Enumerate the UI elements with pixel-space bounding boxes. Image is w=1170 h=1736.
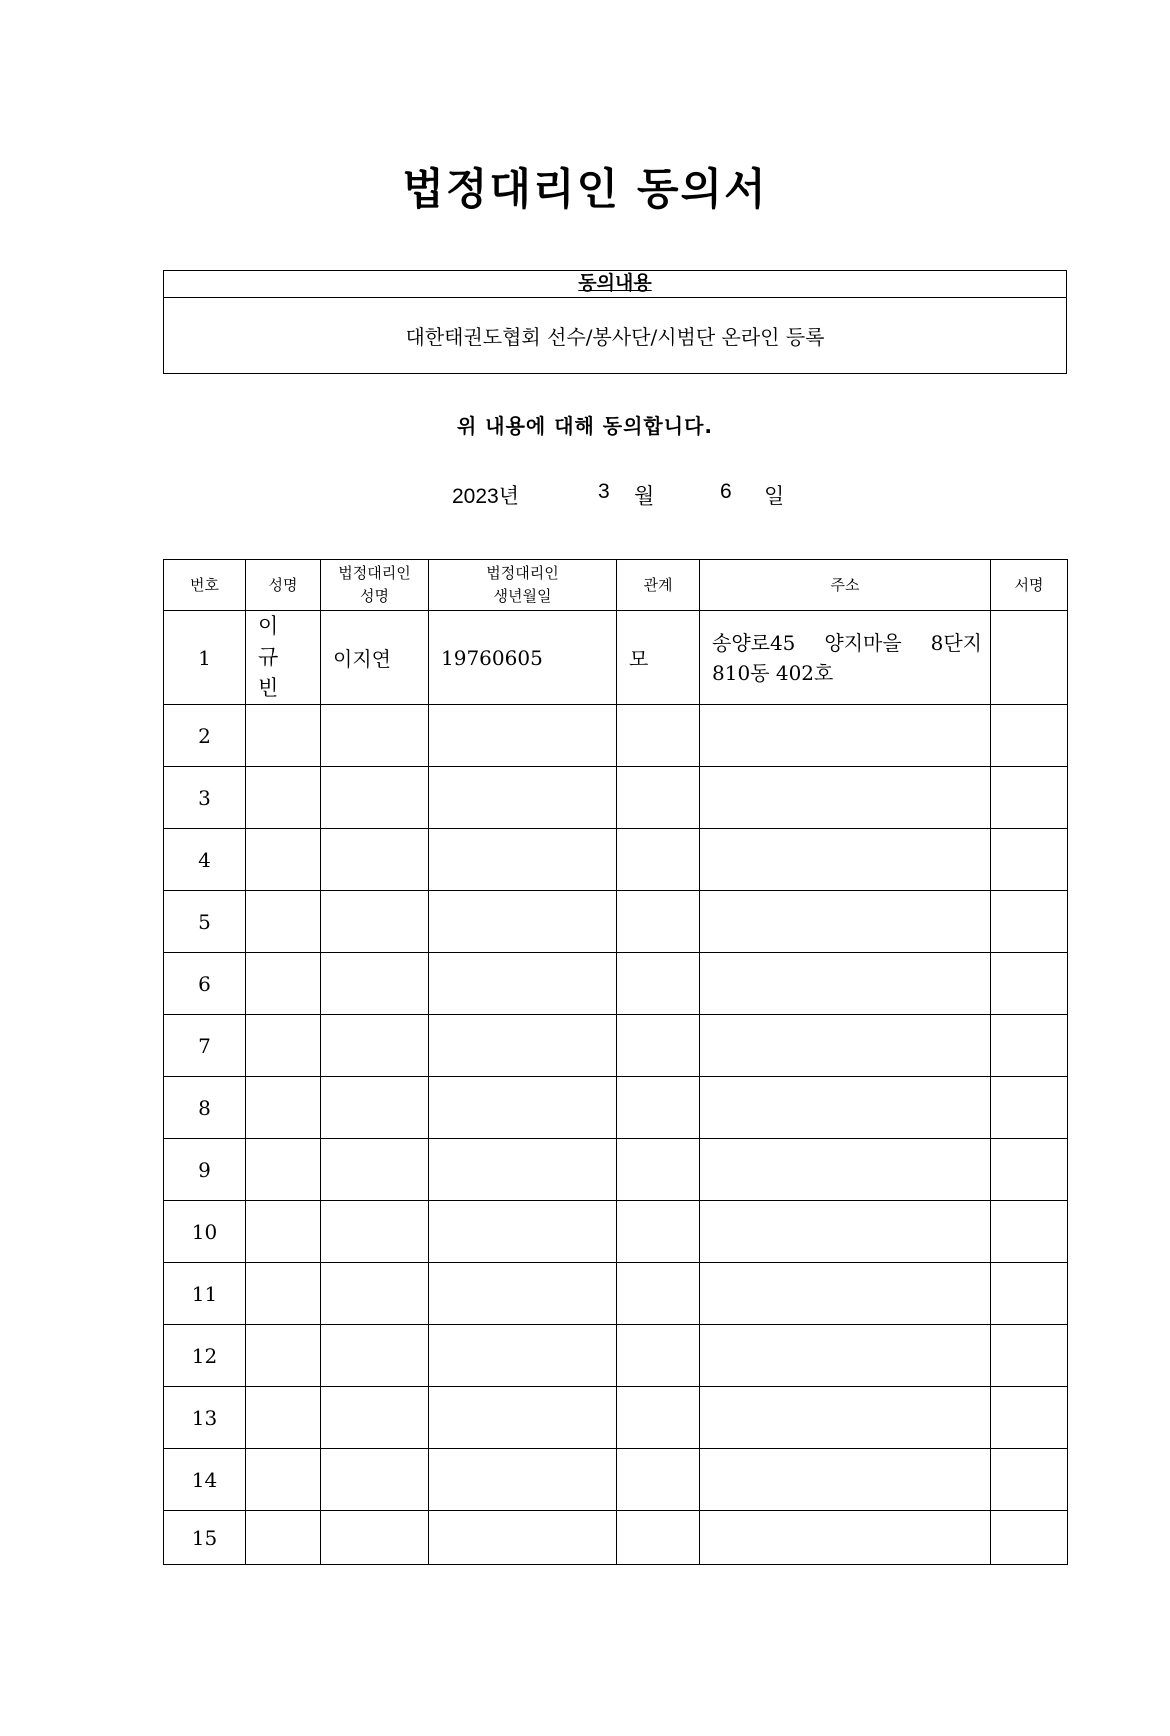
address-cell[interactable] xyxy=(700,1325,991,1387)
name-cell[interactable] xyxy=(246,1263,321,1325)
row-number: 2 xyxy=(164,705,246,767)
name-cell[interactable] xyxy=(246,1077,321,1139)
relation-cell[interactable] xyxy=(617,1015,700,1077)
table-row xyxy=(164,1511,1068,1565)
address-cell[interactable] xyxy=(700,829,991,891)
row-number: 7 xyxy=(164,1015,246,1077)
row-number: 9 xyxy=(164,1139,246,1201)
name-cell[interactable]: 이 규 빈 xyxy=(246,611,321,705)
guardian-name-cell[interactable] xyxy=(321,829,429,891)
registration-table xyxy=(163,559,1068,1565)
row-number: 5 xyxy=(164,891,246,953)
guardian-birthdate-cell[interactable] xyxy=(429,891,617,953)
name-cell[interactable] xyxy=(246,767,321,829)
header-number: 번호 xyxy=(164,560,246,611)
address-cell[interactable] xyxy=(700,1201,991,1263)
name-cell[interactable] xyxy=(246,1015,321,1077)
relation-cell[interactable] xyxy=(617,829,700,891)
guardian-birthdate-cell[interactable] xyxy=(429,829,617,891)
guardian-birthdate-cell[interactable] xyxy=(429,1201,617,1263)
guardian-name-cell[interactable] xyxy=(321,1201,429,1263)
table-row xyxy=(164,705,1068,767)
table-row xyxy=(164,1015,1068,1077)
relation-cell[interactable] xyxy=(617,705,700,767)
signature-cell[interactable] xyxy=(991,611,1068,705)
relation-cell[interactable]: 모 xyxy=(617,611,700,705)
row-number: 15 xyxy=(164,1511,246,1565)
guardian-name-cell[interactable] xyxy=(321,1511,429,1565)
guardian-name-cell[interactable] xyxy=(321,705,429,767)
relation-cell[interactable] xyxy=(617,767,700,829)
row-number: 11 xyxy=(164,1263,246,1325)
address-cell[interactable] xyxy=(700,1077,991,1139)
guardian-birthdate-cell[interactable] xyxy=(429,1511,617,1565)
table-row xyxy=(164,829,1068,891)
name-cell[interactable] xyxy=(246,829,321,891)
signature-cell[interactable] xyxy=(991,1201,1068,1263)
row-number: 4 xyxy=(164,829,246,891)
table-row xyxy=(164,891,1068,953)
name-cell[interactable] xyxy=(246,953,321,1015)
date-day-label: 일 xyxy=(764,485,785,508)
guardian-name-cell[interactable] xyxy=(321,1325,429,1387)
address-part: 8단지 xyxy=(930,630,982,655)
date-month-label: 월 xyxy=(634,485,655,508)
address-cell[interactable] xyxy=(700,891,991,953)
relation-cell[interactable] xyxy=(617,1263,700,1325)
consent-header xyxy=(164,271,1066,298)
address-cell[interactable] xyxy=(700,1139,991,1201)
relation-cell[interactable] xyxy=(617,1325,700,1387)
table-row xyxy=(164,1077,1068,1139)
signature-cell[interactable] xyxy=(991,1325,1068,1387)
agree-statement: 위 내용에 대해 동의합니다. xyxy=(456,414,713,438)
guardian-name-cell[interactable] xyxy=(321,891,429,953)
consent-box xyxy=(163,270,1067,374)
guardian-name-cell[interactable] xyxy=(321,953,429,1015)
guardian-birthdate-cell[interactable] xyxy=(429,953,617,1015)
name-cell[interactable] xyxy=(246,1325,321,1387)
relation-cell[interactable] xyxy=(617,1139,700,1201)
address-cell[interactable] xyxy=(700,1387,991,1449)
signature-cell[interactable] xyxy=(991,1263,1068,1325)
table-row xyxy=(164,1201,1068,1263)
address-part: 송양로45 xyxy=(712,630,796,655)
header-guardian-name: 법정대리인 성명 xyxy=(321,560,429,611)
address-cell[interactable] xyxy=(700,767,991,829)
guardian-birthdate-cell[interactable] xyxy=(429,1325,617,1387)
signature-cell[interactable] xyxy=(991,1139,1068,1201)
row-number: 14 xyxy=(164,1449,246,1511)
signature-cell[interactable] xyxy=(991,1015,1068,1077)
address-cell[interactable] xyxy=(700,1511,991,1565)
relation-cell[interactable] xyxy=(617,1387,700,1449)
signature-cell[interactable] xyxy=(991,1387,1068,1449)
table-row xyxy=(164,767,1068,829)
signature-cell[interactable] xyxy=(991,891,1068,953)
table-row xyxy=(164,1449,1068,1511)
header-signature: 서명 xyxy=(991,560,1068,611)
guardian-name-cell[interactable] xyxy=(321,1387,429,1449)
guardian-name-cell[interactable] xyxy=(321,1077,429,1139)
header-relation: 관계 xyxy=(617,560,700,611)
guardian-birthdate-cell[interactable] xyxy=(429,767,617,829)
signature-cell[interactable] xyxy=(991,1077,1068,1139)
name-cell[interactable] xyxy=(246,705,321,767)
table-row xyxy=(164,1387,1068,1449)
address-line-1 xyxy=(712,628,990,658)
row-number: 6 xyxy=(164,953,246,1015)
table-row xyxy=(164,1325,1068,1387)
table-row xyxy=(164,953,1068,1015)
signature-cell[interactable] xyxy=(991,705,1068,767)
guardian-name-cell[interactable] xyxy=(321,1449,429,1511)
date-month-number: 3 xyxy=(598,480,610,503)
name-cell[interactable] xyxy=(246,1387,321,1449)
name-cell[interactable] xyxy=(246,1449,321,1511)
address-cell[interactable] xyxy=(700,1449,991,1511)
header-address: 주소 xyxy=(700,560,991,611)
table-row xyxy=(164,611,1068,705)
relation-cell[interactable] xyxy=(617,1077,700,1139)
guardian-birthdate-cell[interactable] xyxy=(429,1139,617,1201)
relation-cell[interactable] xyxy=(617,891,700,953)
guardian-birthdate-cell[interactable] xyxy=(429,705,617,767)
guardian-birthdate-cell[interactable]: 19760605 xyxy=(429,611,617,705)
name-cell[interactable] xyxy=(246,1201,321,1263)
row-number: 8 xyxy=(164,1077,246,1139)
address-cell[interactable] xyxy=(700,705,991,767)
row-number: 10 xyxy=(164,1201,246,1263)
signature-cell[interactable] xyxy=(991,1511,1068,1565)
table-row xyxy=(164,1263,1068,1325)
address-cell[interactable] xyxy=(700,953,991,1015)
row-number: 13 xyxy=(164,1387,246,1449)
relation-cell[interactable] xyxy=(617,1449,700,1511)
guardian-birthdate-cell[interactable] xyxy=(429,1077,617,1139)
page-title: 법정대리인 동의서 xyxy=(402,165,768,215)
guardian-name-cell[interactable]: 이지연 xyxy=(321,611,429,705)
signature-cell[interactable] xyxy=(991,767,1068,829)
guardian-birthdate-cell[interactable] xyxy=(429,1263,617,1325)
relation-cell[interactable] xyxy=(617,953,700,1015)
signature-cell[interactable] xyxy=(991,953,1068,1015)
address-part: 양지마을 xyxy=(824,630,902,655)
header-guardian-birthdate: 법정대리인 생년월일 xyxy=(429,560,617,611)
signature-cell[interactable] xyxy=(991,1449,1068,1511)
guardian-name-cell[interactable] xyxy=(321,767,429,829)
guardian-birthdate-cell[interactable] xyxy=(429,1015,617,1077)
guardian-birthdate-cell[interactable] xyxy=(429,1449,617,1511)
name-cell[interactable] xyxy=(246,891,321,953)
guardian-name-cell[interactable] xyxy=(321,1015,429,1077)
date-year: 2023년 xyxy=(452,485,520,508)
consent-header-label: 동의내용 xyxy=(578,272,652,294)
guardian-name-cell[interactable] xyxy=(321,1139,429,1201)
address-line-2: 810동 402호 xyxy=(712,660,834,685)
date-day-number: 6 xyxy=(720,480,732,503)
relation-cell[interactable] xyxy=(617,1511,700,1565)
consent-content: 대한태권도협회 선수/봉사단/시범단 온라인 등록 xyxy=(405,325,825,349)
address-cell[interactable] xyxy=(700,1015,991,1077)
signature-cell[interactable] xyxy=(991,829,1068,891)
name-cell[interactable] xyxy=(246,1139,321,1201)
row-number: 3 xyxy=(164,767,246,829)
name-cell[interactable] xyxy=(246,1511,321,1565)
guardian-birthdate-cell[interactable] xyxy=(429,1387,617,1449)
guardian-name-cell[interactable] xyxy=(321,1263,429,1325)
address-cell[interactable] xyxy=(700,611,991,705)
row-number: 12 xyxy=(164,1325,246,1387)
relation-cell[interactable] xyxy=(617,1201,700,1263)
row-number: 1 xyxy=(164,611,246,705)
header-name: 성명 xyxy=(246,560,321,611)
table-header-row xyxy=(164,560,1068,611)
table-row xyxy=(164,1139,1068,1201)
address-cell[interactable] xyxy=(700,1263,991,1325)
